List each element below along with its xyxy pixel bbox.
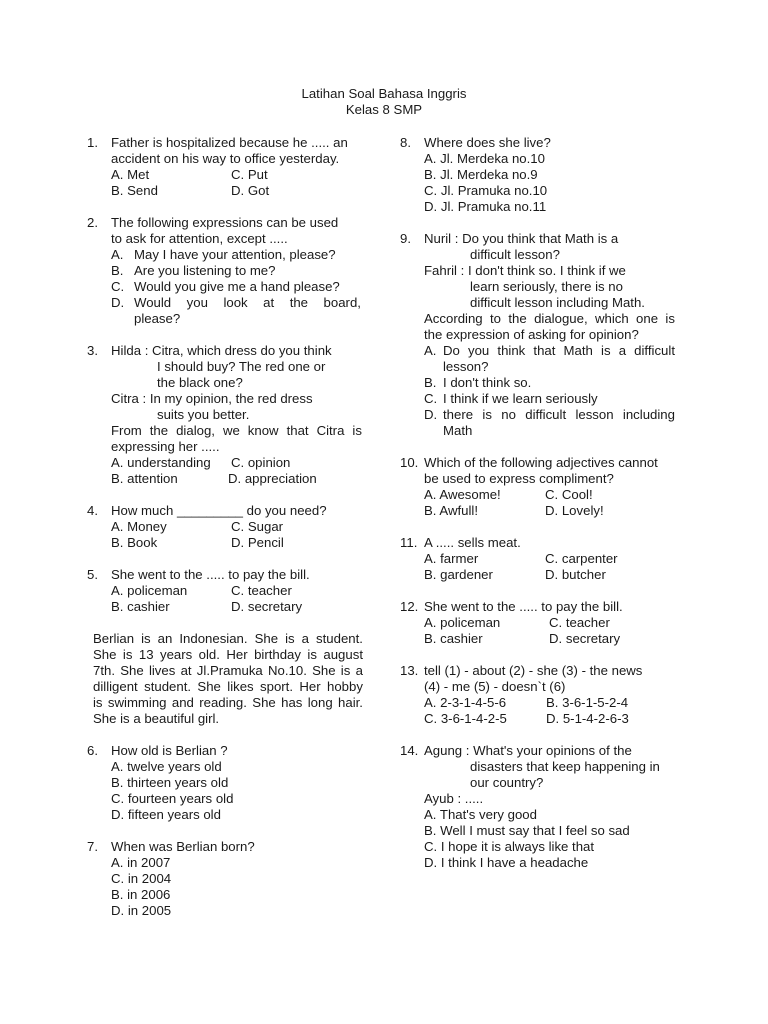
question-text: The following expressions can be used (111, 215, 339, 230)
option-d: D. appreciation (228, 471, 317, 486)
question-number: 12. (400, 599, 419, 614)
question-12 (400, 599, 677, 647)
option-a: A. policeman (111, 583, 188, 598)
option-c: C. carpenter (545, 551, 618, 566)
option-a: A. Jl. Merdeka no.10 (424, 151, 545, 166)
option-letter: C. (111, 279, 125, 294)
question-text: tell (1) - about (2) - she (3) - the news (424, 663, 643, 678)
option-b: B. cashier (111, 599, 170, 614)
question-text: From the dialog, we know that Citra is (111, 423, 362, 438)
option-b: B. thirteen years old (111, 775, 229, 790)
worksheet-title: Latihan Soal Bahasa Inggris (301, 86, 467, 101)
option-a: A. understanding (111, 455, 211, 470)
question-number: 10. (400, 455, 419, 470)
question-10 (400, 455, 677, 519)
option-b: B. 3-6-1-5-2-4 (546, 695, 629, 710)
passage-line: dilligent student. She likes sport. Her hobby (93, 679, 363, 694)
question-text: be used to express compliment? (424, 471, 614, 486)
dialog-line: Nuril : Do you think that Math is a (424, 231, 619, 246)
dialog-line: I should buy? The red one or (157, 359, 326, 374)
question-text: Where does she live? (424, 135, 551, 150)
passage-line: 7th. She lives at Jl.Pramuka No.10. She is a (93, 663, 363, 678)
question-text: A ..... sells meat. (424, 535, 521, 550)
option-letter: A. (111, 247, 124, 262)
dialog-line: Ayub : ..... (424, 791, 484, 806)
option-c: C. 3-6-1-4-2-5 (424, 711, 507, 726)
dialog-line: learn seriously, there is no (470, 279, 623, 294)
dialog-line: disasters that keep happening in (470, 759, 660, 774)
option-b: B. Jl. Merdeka no.9 (424, 167, 538, 182)
option-a: A. policeman (424, 615, 501, 630)
option-c: C. fourteen years old (111, 791, 234, 806)
question-text: According to the dialogue, which one is (424, 311, 675, 326)
option-a: A. farmer (424, 551, 479, 566)
option-a: May I have your attention, please? (134, 247, 336, 262)
left-column (87, 135, 363, 919)
question-text: Which of the following adjectives cannot (424, 455, 658, 470)
option-c: C. Put (231, 167, 268, 182)
dialog-line: Agung : What's your opinions of the (424, 743, 632, 758)
option-b: B. Book (111, 535, 158, 550)
question-text: to ask for attention, except ..... (111, 231, 288, 246)
question-text: the expression of asking for opinion? (424, 327, 639, 342)
option-a: A. Money (111, 519, 167, 534)
option-b: B. Awfull! (424, 503, 478, 518)
option-c: I think if we learn seriously (443, 391, 598, 406)
option-a: A. 2-3-1-4-5-6 (424, 695, 507, 710)
dialog-line: our country? (470, 775, 544, 790)
option-c: C. Cool! (545, 487, 593, 502)
question-number: 6. (87, 743, 98, 758)
dialog-line: suits you better. (157, 407, 250, 422)
question-number: 9. (400, 231, 411, 246)
option-letter: B. (424, 375, 437, 390)
option-c: C. teacher (231, 583, 292, 598)
dialog-line: the black one? (157, 375, 243, 390)
option-letter: A. (424, 343, 437, 358)
question-text: She went to the ..... to pay the bill. (111, 567, 310, 582)
question-2 (87, 215, 363, 327)
option-b: Are you listening to me? (134, 263, 276, 278)
option-a: A. Awesome! (424, 487, 501, 502)
question-text: Father is hospitalized because he ..... an (111, 135, 348, 150)
option-b: B. cashier (424, 631, 483, 646)
option-b: B. in 2006 (111, 887, 171, 902)
option-d: D. fifteen years old (111, 807, 221, 822)
option-d: D. butcher (545, 567, 606, 582)
passage-line: is swimming and reading. She has long hair. (93, 695, 363, 710)
option-c: C. Jl. Pramuka no.10 (424, 183, 548, 198)
dialog-line: Citra : In my opinion, the red dress (111, 391, 313, 406)
option-d: D. Got (231, 183, 270, 198)
option-d: Would you look at the board, (134, 295, 361, 310)
passage-line: Berlian is an Indonesian. She is a student. (93, 631, 363, 646)
question-1 (87, 135, 363, 199)
option-d-continued: Math (443, 423, 473, 438)
question-number: 2. (87, 215, 98, 230)
question-8 (400, 135, 677, 215)
question-text: expressing her ..... (111, 439, 220, 454)
option-c: C. in 2004 (111, 871, 172, 886)
option-a: A. That's very good (424, 807, 537, 822)
question-14 (400, 743, 677, 871)
option-a: A. in 2007 (111, 855, 171, 870)
question-number: 4. (87, 503, 98, 518)
question-number: 13. (400, 663, 419, 678)
option-b: B. Well I must say that I feel so sad (424, 823, 630, 838)
question-text: accident on his way to office yesterday. (111, 151, 340, 166)
reading-passage (93, 631, 363, 727)
dialog-line: Fahril : I don't think so. I think if we (424, 263, 626, 278)
option-c: C. Sugar (231, 519, 284, 534)
question-11 (400, 535, 677, 583)
option-d: D. Jl. Pramuka no.11 (424, 199, 547, 214)
question-4 (87, 503, 363, 551)
question-13 (400, 663, 677, 727)
option-c: C. I hope it is always like that (424, 839, 595, 854)
question-text: How much _________ do you need? (111, 503, 327, 518)
option-d-continued: please? (134, 311, 181, 326)
option-a: A. twelve years old (111, 759, 222, 774)
passage-line: She is a beautiful girl. (93, 711, 220, 726)
dialog-line: difficult lesson? (470, 247, 560, 262)
option-d: D. Pencil (231, 535, 284, 550)
question-number: 7. (87, 839, 98, 854)
question-6 (87, 743, 363, 823)
option-letter: C. (424, 391, 438, 406)
question-number: 3. (87, 343, 98, 358)
option-a: Do you think that Math is a difficult (443, 343, 675, 358)
option-d: there is no difficult lesson including (443, 407, 675, 422)
option-a: A. Met (111, 167, 150, 182)
question-9 (400, 231, 677, 439)
option-d: D. secretary (549, 631, 621, 646)
right-column (400, 135, 677, 871)
question-number: 5. (87, 567, 98, 582)
dialog-line: Hilda : Citra, which dress do you think (111, 343, 332, 358)
option-d: D. I think I have a headache (424, 855, 589, 870)
option-b: B. Send (111, 183, 158, 198)
option-letter: D. (424, 407, 438, 422)
option-d: D. secretary (231, 599, 303, 614)
question-number: 8. (400, 135, 411, 150)
question-number: 14. (400, 743, 419, 758)
question-text: She went to the ..... to pay the bill. (424, 599, 623, 614)
option-b: B. gardener (424, 567, 493, 582)
question-text: When was Berlian born? (111, 839, 255, 854)
question-number: 11. (400, 535, 418, 550)
option-d: D. Lovely! (545, 503, 604, 518)
option-c: C. teacher (549, 615, 610, 630)
option-letter: D. (111, 295, 125, 310)
question-7 (87, 839, 363, 919)
question-3 (87, 343, 363, 487)
worksheet-subtitle: Kelas 8 SMP (345, 102, 423, 117)
question-5 (87, 567, 363, 615)
passage-line: She is 13 years old. Her birthday is august (93, 647, 363, 662)
option-b: I don't think so. (443, 375, 532, 390)
dialog-line: difficult lesson including Math. (470, 295, 645, 310)
option-b: B. attention (111, 471, 178, 486)
option-c: C. opinion (231, 455, 291, 470)
option-d: D. in 2005 (111, 903, 172, 918)
question-text: (4) - me (5) - doesn`t (6) (424, 679, 566, 694)
option-d: D. 5-1-4-2-6-3 (546, 711, 629, 726)
worksheet-header (0, 86, 768, 118)
option-a-continued: lesson? (443, 359, 489, 374)
question-number: 1. (87, 135, 98, 150)
question-text: How old is Berlian ? (111, 743, 228, 758)
option-c: Would you give me a hand please? (134, 279, 340, 294)
option-letter: B. (111, 263, 124, 278)
